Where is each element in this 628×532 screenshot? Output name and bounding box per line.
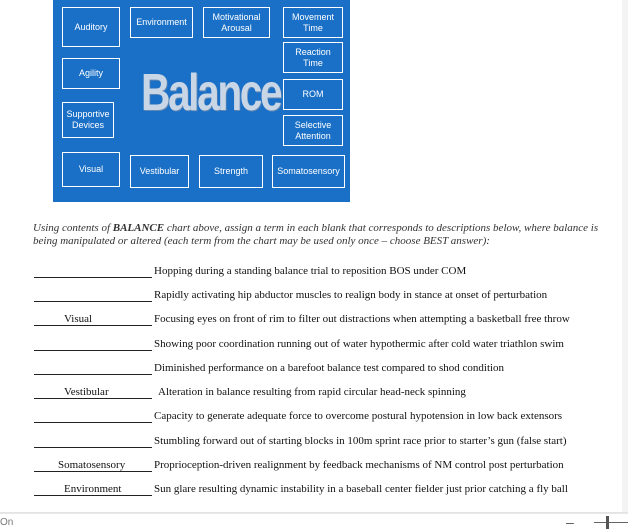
question-text: Hopping during a standing balance trial to reposition BOS under COM	[154, 265, 467, 277]
zoom-slider-thumb[interactable]	[606, 516, 609, 529]
question-text: Rapidly activating hip abductor muscles to realign body in stance at onset of perturbation	[154, 289, 548, 301]
chart-cell-movement-time: Movement Time	[283, 7, 343, 38]
chart-cell-reaction-time: Reaction Time	[283, 42, 343, 73]
chart-cell-auditory: Auditory	[62, 7, 120, 47]
zoom-out-button[interactable]: –	[566, 514, 574, 530]
question-text: Capacity to generate adequate force to overcome postural hypotension in low back extensors	[154, 410, 563, 422]
chart-cell-supportive-devices: Supportive Devices	[62, 102, 114, 138]
chart-cell-vestibular: Vestibular	[130, 155, 189, 188]
chart-cell-strength: Strength	[199, 155, 263, 188]
answer-blank[interactable]	[34, 410, 152, 423]
question-row	[34, 483, 614, 499]
status-bar-divider	[0, 513, 628, 514]
answer-blank[interactable]: Visual	[34, 313, 152, 326]
answer-blank[interactable]	[34, 362, 152, 375]
answer-blank[interactable]: Environment	[34, 483, 152, 496]
chart-cell-visual: Visual	[62, 152, 120, 187]
balance-chart-title: Balance	[141, 64, 281, 122]
question-text: Focusing eyes on front of rim to filter out distractions when attempting a basketball free throw	[154, 313, 570, 325]
chart-cell-environment: Environment	[130, 7, 193, 38]
question-row	[34, 265, 614, 281]
question-text: Showing poor coordination running out of water hypothermic after cold water triathlon swim	[154, 338, 564, 350]
question-row	[34, 435, 614, 451]
answer-blank[interactable]	[34, 289, 152, 302]
answer-blank[interactable]	[34, 265, 152, 278]
question-row	[34, 338, 614, 354]
chart-cell-rom: ROM	[283, 79, 343, 110]
question-row	[34, 410, 614, 426]
question-text: Diminished performance on a barefoot balance test compared to shod condition	[154, 362, 505, 374]
question-text: Stumbling forward out of starting blocks in 100m sprint race prior to starter’s gun (false start)	[154, 435, 567, 447]
answer-blank[interactable]: Somatosensory	[34, 459, 152, 472]
zoom-slider[interactable]	[594, 522, 628, 523]
instructions-text: Using contents of BALANCE chart above, assign a term in each blank that corresponds to descriptions below, where balance is being manipulated or altered (each term from the chart may be used only once – choose BEST answer):	[33, 222, 599, 247]
chart-cell-somatosensory: Somatosensory	[272, 155, 345, 188]
question-text: Sun glare resulting dynamic instability in a baseball center fielder just prior catching a fly ball	[154, 483, 568, 495]
instructions-bold-term: BALANCE	[112, 222, 165, 234]
question-row	[34, 362, 614, 378]
question-text: Alteration in balance resulting from rapid circular head-neck spinning	[158, 386, 466, 398]
answer-blank[interactable]	[34, 435, 152, 448]
question-row	[34, 289, 614, 305]
question-text: Proprioception-driven realignment by feedback mechanisms of NM control post perturbation	[154, 459, 564, 471]
question-row	[34, 459, 614, 475]
chart-cell-motivational-arousal: Motivational Arousal	[203, 7, 270, 38]
answer-blank[interactable]: Vestibular	[34, 386, 152, 399]
question-row	[34, 386, 614, 402]
question-row	[34, 313, 614, 329]
chart-cell-selective-attention: Selective Attention	[283, 115, 343, 146]
answer-blank[interactable]	[34, 338, 152, 351]
vertical-scrollbar[interactable]	[622, 0, 628, 512]
status-bar-label: On	[0, 517, 14, 528]
chart-cell-agility: Agility	[62, 58, 120, 89]
status-bar	[0, 512, 628, 532]
